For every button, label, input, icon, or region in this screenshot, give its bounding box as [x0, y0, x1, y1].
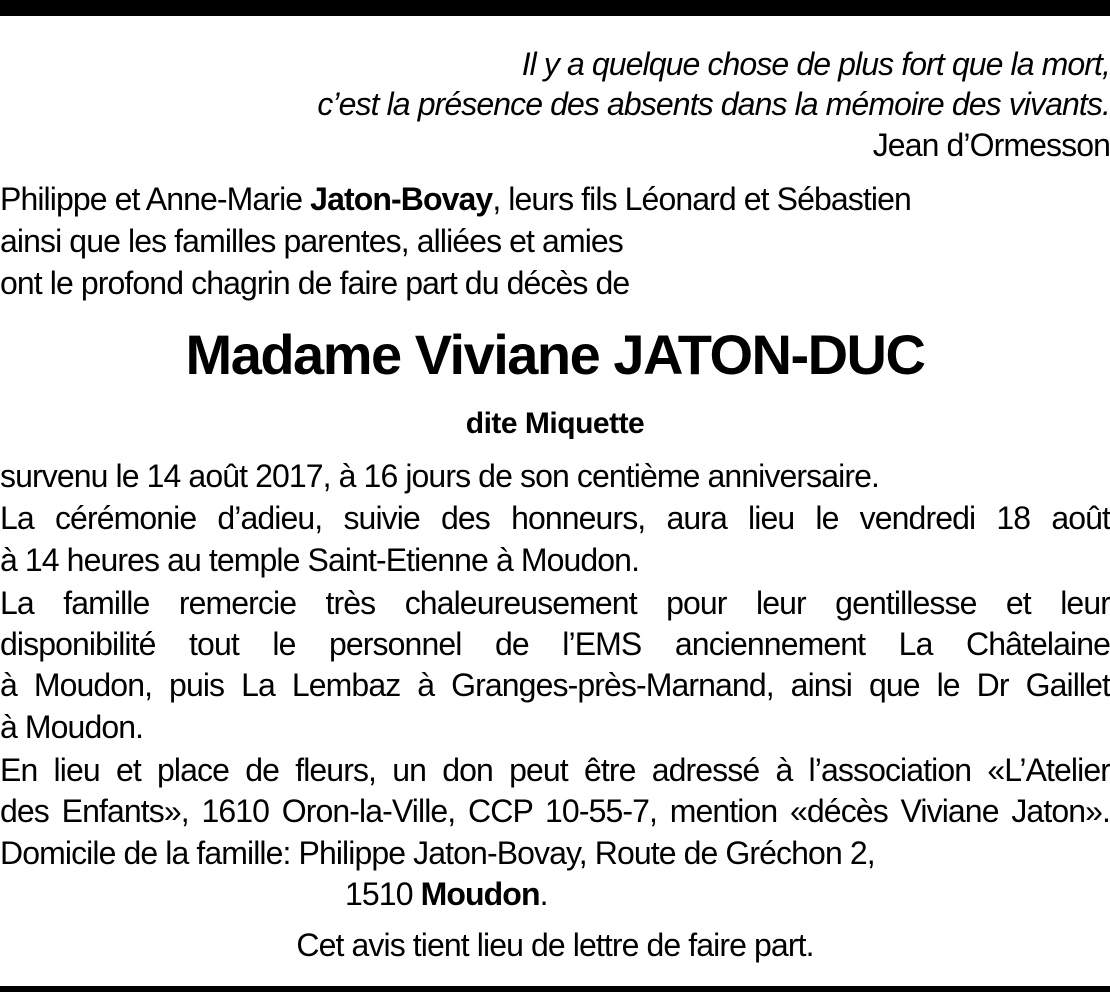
- announcement-line-1: [0, 179, 1110, 219]
- announcement-line-3: ont le profond chagrin de faire part du décès de: [0, 265, 630, 301]
- bottom-border-rule: [0, 986, 1110, 992]
- closing-notice: Cet avis tient lieu de lettre de faire part.: [296, 927, 814, 963]
- quote-line-2: c’est la présence des absents dans la mémoire des vivants.: [317, 86, 1110, 122]
- domicile-city-line: [345, 874, 1045, 914]
- deceased-name: Madame Viviane JATON-DUC: [185, 323, 925, 386]
- thanks-line-3: à Moudon, puis La Lembaz à Granges-près-Marnand, ainsi que le Dr Gaillet: [0, 667, 1110, 703]
- thanks-line-2: disponibilité tout le personnel de l’EMS anciennement La Châtelaine: [0, 626, 1110, 662]
- top-border-rule: [0, 0, 1110, 16]
- ceremony-line-2: à 14 heures au temple Saint-Etienne à Moudon.: [0, 542, 640, 578]
- announcement-prefix: Philippe et Anne-Marie: [0, 181, 311, 217]
- announcement-suffix: , leurs fils Léonard et Sébastien: [492, 181, 911, 217]
- domicile-line: Domicile de la famille: Philippe Jaton-Bovay, Route de Gréchon 2,: [0, 835, 875, 871]
- deceased-nickname: dite Miquette: [465, 407, 645, 440]
- thanks-line-1: La famille remercie très chaleureusement pour leur gentillesse et leur: [0, 585, 1110, 621]
- ceremony-line-1: La cérémonie d’adieu, suivie des honneurs, aura lieu le vendredi 18 août: [0, 500, 1110, 536]
- donation-line-2: des Enfants», 1610 Oron-la-Ville, CCP 10-55-7, mention «décès Viviane Jaton».: [0, 793, 1110, 829]
- thanks-line-4: à Moudon.: [0, 709, 144, 745]
- quote-author: Jean d’Ormesson: [872, 127, 1110, 163]
- postcode: 1510: [345, 876, 421, 912]
- announcement-line-2: ainsi que les familles parentes, alliées et amies: [0, 223, 623, 259]
- quote-line-1: Il y a quelque chose de plus fort que la mort,: [521, 46, 1110, 82]
- city-bold: Moudon: [420, 876, 540, 912]
- death-date-line: survenu le 14 août 2017, à 16 jours de son centième anniversaire.: [0, 458, 879, 494]
- family-name-bold: Jaton-Bovay: [310, 181, 493, 217]
- city-period: .: [539, 876, 548, 912]
- donation-line-1: En lieu et place de fleurs, un don peut être adressé à l’association «L’Atelier: [0, 752, 1110, 788]
